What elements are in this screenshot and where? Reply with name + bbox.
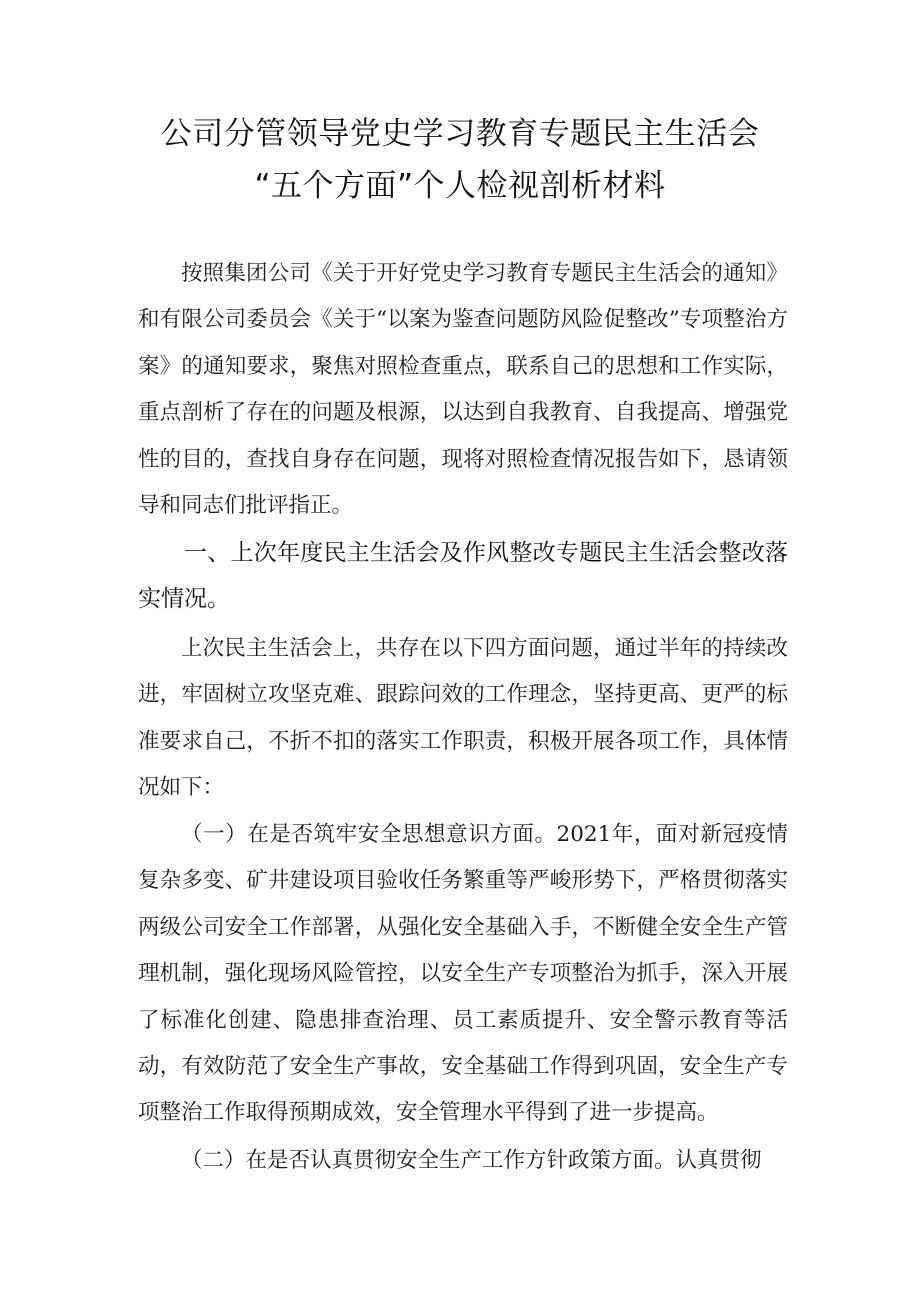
item-2-paragraph: （二）在是否认真贯彻安全生产工作方针政策方面。认真贯彻 bbox=[181, 1148, 762, 1173]
document-title-line-2: “五个方面”个人检视剖析材料 bbox=[254, 168, 666, 204]
item-1-paragraph: （一）在是否筑牢安全思想意识方面。2021年，面对新冠疫情复杂多变、矿井建设项目验收任务繁重等严峻形势下，严格贯彻落实两级公司安全工作部署，从强化安全基础入手，不断健全安全生产管理机制，强化现场风险管控，以安全生产专项整治为抓手，深入开展了标准化创建、隐患排查治理、员工素质提升、安全警示教育等活动，有效防范了安全生产事故，安全基础工作得到巩固，安全生产专项整治工作取得预期成效，安全管理水平得到了进一步提高。 bbox=[138, 822, 788, 1126]
section-heading-1: 一、上次年度民主生活会及作风整改专题民主生活会整改落实情况。 bbox=[138, 540, 788, 612]
intro-paragraph: 按照集团公司《关于开好党史学习教育专题民主生活会的通知》和有限公司委员会《关于“以案为鉴查问题防风险促整改”专项整治方案》的通知要求，聚焦对照检查重点，联系自己的思想和工作实际，重点剖析了存在的问题及根源，以达到自我教育、自我提高、增强党性的目的，查找自身存在问题，现将对照检查情况报告如下，恳请领导和同志们批评指正。 bbox=[138, 261, 788, 519]
document-title-line-1: 公司分管领导党史学习教育专题民主生活会 bbox=[160, 116, 760, 152]
section-1-paragraph: 上次民主生活会上，共存在以下四方面问题，通过半年的持续改进，牢固树立攻坚克难、跟踪问效的工作理念，坚持更高、更严的标准要求自己，不折不扣的落实工作职责，积极开展各项工作，具体情况如下： bbox=[138, 636, 788, 801]
